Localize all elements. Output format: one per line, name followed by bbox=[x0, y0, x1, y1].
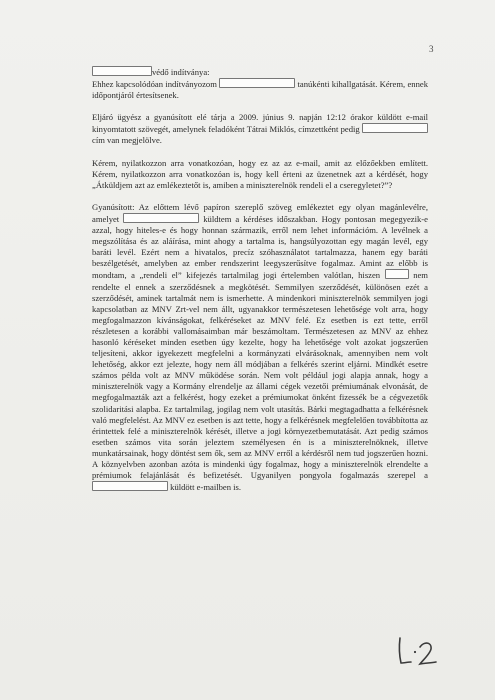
redaction-box bbox=[92, 481, 168, 491]
paragraph-prosecutor-email bbox=[92, 112, 428, 146]
paragraph-text: küldött e-mailben is. bbox=[170, 482, 242, 493]
page-number: 3 bbox=[429, 44, 434, 54]
redaction-box bbox=[92, 66, 152, 76]
redaction-box bbox=[219, 78, 295, 88]
paragraph-questions bbox=[92, 158, 428, 191]
redaction-box bbox=[385, 269, 409, 279]
paragraph-text: cím van megjelölve. bbox=[92, 135, 162, 146]
paragraph-text: Ehhez kapcsolódóan indítványozom bbox=[92, 79, 217, 90]
paragraph-text: nem rendelte el ennek a szerződésnek a megkötését. Semmilyen szerződését, különösen ezét a szerződését, aminek tartalmát nem is ismerhette. A mindenkori miniszterelnök semmilyen jogi kapcsolatban az MNV Zrt-vel nem állt, ugyanakkor természetesen lehetősége volt arra, hogy megfogalmazzon kívánságokat, felkéréseket az MNV felé. Ez esetben is ezt tette, erről részletesen a korábbi vallomásaimban már beszámoltam. Természetesen az MNV az ehhez hasonló kéréseket minden esetben úgy kezelte, hogy ha lehetősége volt azokat jogszerűen teljesíteni, akkor igyekezett megfelelni a kormányzati elvárásoknak, amennyiben nem volt lehetőség, akkor ezt jelezte, hogy nem áll módjában a felkérés szerint eljárni. Mindkét esetre számos példa volt az MNV működése során. Nem volt például jogi alapja annak, hogy a miniszterelnök vagy a Kormány elrendelje az állami cégek vezetői prémiumának elvonását, de megfogalmazták azt a felkérést, hogy ezeket a prémiumokat önként fizessék be a cégvezetők szolidaritási alapba. Ez tartalmilag, jogilag nem volt utasítás. Bárki megtagadhatta a felkérésnek való megfelelést. Az MNV ez esetben is azt tette, hogy a felkérésnek megfelelően továbbította az érintettek felé a miniszterelnök kérését, illetve a jogi környezetbemutatását. Azt pedig számos esetben számos vita során jeleztem személyesen én is a miniszterelnöknek, illetve munkatársainak, hogy döntést sem ők, sem az MNV erről a kérdésről nem tud jogszerűen hozni. A köznyelvben azonban azóta is mindenki úgy fogalmaz, hogy a miniszterelnök elrendelte a prémiumok felajánlását és befizetését. Ugyanilyen pongyola fogalmazás szerepel a bbox=[92, 270, 428, 481]
paragraph-text: Gyanúsított: Az előttem lévő papíron szereplő szöveg emlékeztet egy olyan magánlevélre, amelyet bbox=[92, 201, 428, 224]
document-body bbox=[92, 66, 428, 493]
redaction-box bbox=[123, 213, 199, 223]
paragraph-text: Eljáró ügyész a gyanúsított elé tárja a 2009. június 9. napján 12:12 órakor küldött e-mail kinyomtatott szövegét, amelynek feladóként Tátrai Miklós, címzettként pedig bbox=[92, 112, 428, 135]
redaction-box bbox=[362, 123, 428, 133]
paragraph-motion bbox=[92, 66, 428, 101]
handwritten-initials bbox=[392, 632, 442, 672]
paragraph-text: tanúkénti kihallgatását. Kérem, ennek időpontjáról értesítsenek. bbox=[92, 79, 429, 101]
paragraph-text: küldtem a kérdéses időszakban. Hogy pontosan megegyezik-e azzal, hogy hiteles-e és hogy honnan származik, erről nem lehet információm. A levélnek a megszólítása és az aláírása, mint ahogy a tartalma is, hangsúlyozottan egy magán levél, egy baráti levél. Ezért nem a hivatalos, precíz szóhasználatot tartalmazza, hanem egy baráti beszélgetését, amelyben az ember rendszerint leegyszerűsítve fogalmaz. Amint az előbb is mondtam, a „rendeli el” kifejezés tartalmilag jogi értelemben valótlan, hiszen bbox=[92, 213, 428, 281]
paragraph-text: Kérem, nyilatkozzon arra vonatkozóan, hogy ez az az e-mail, amit az előzőekben említett. Kérem, nyilatkozzon arra vonatkozóan is, hogy kell érteni az üzenetnek azt a kérdését, hogy „Átküldjem azt az emlékeztetőt is, amiben a miniszterelnök rendeli el a cseregyletet?”? bbox=[92, 157, 428, 190]
paragraph-suspect-statement bbox=[92, 202, 428, 493]
paragraph-text: védő indítványa: bbox=[152, 67, 210, 77]
